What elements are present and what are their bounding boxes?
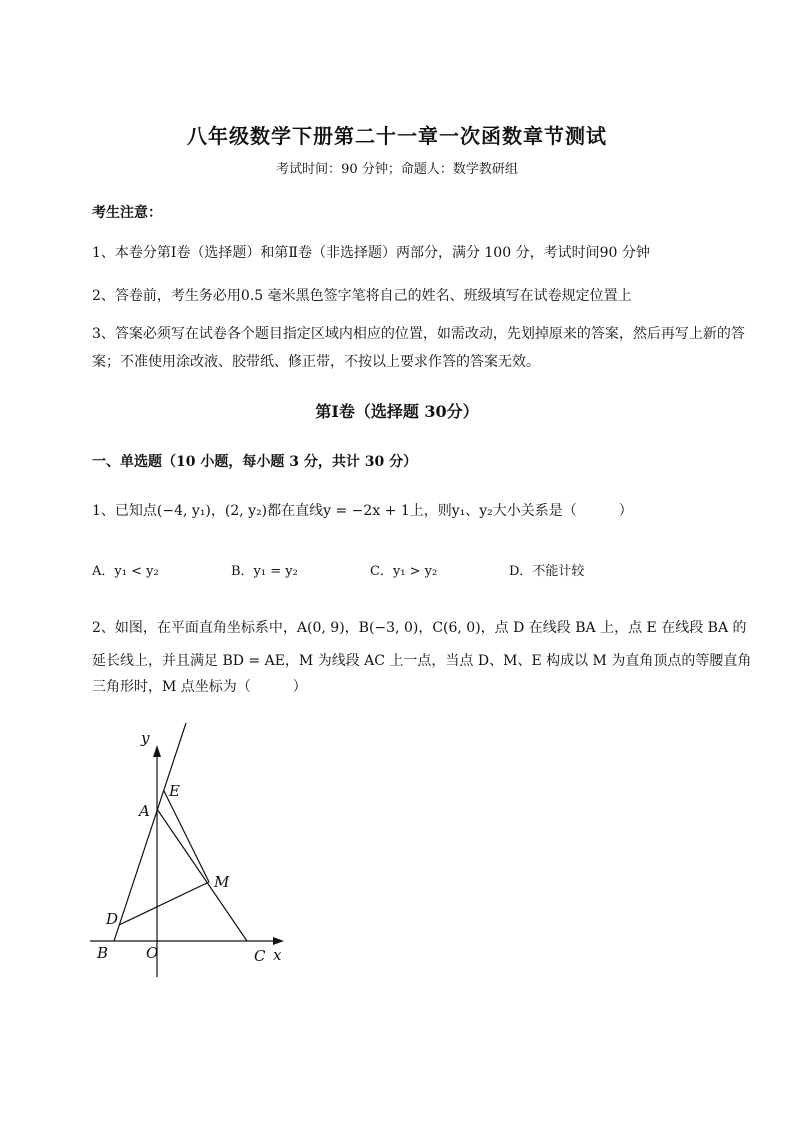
notice-item-1: 1、本卷分第Ⅰ卷（选择题）和第Ⅱ卷（非选择题）两部分，满分 100 分，考试时间90 分钟 xyxy=(92,245,650,261)
label-m: M xyxy=(214,873,230,891)
q1-option-c: C．y₁ > y₂ xyxy=(370,564,438,579)
label-x: x xyxy=(273,946,282,964)
label-y: y xyxy=(141,729,150,747)
segment-ac xyxy=(157,809,247,941)
label-a: A xyxy=(139,802,150,820)
label-e: E xyxy=(169,782,180,800)
part-heading: 一、单选题（10 小题，每小题 3 分，共计 30 分） xyxy=(92,454,418,470)
q1-option-d: D．不能计较 xyxy=(509,564,585,579)
q1-option-b: B．y₁ = y₂ xyxy=(231,564,298,579)
question-2-line-3: 三角形时，M 点坐标为（ ） xyxy=(92,679,307,695)
q1-option-a: A．y₁ < y₂ xyxy=(92,564,159,579)
notice-item-3: 3、答案必须写在试卷各个题目指定区域内相应的位置，如需改动，先划掉原来的答案，然后再写上新的答案；不准使用涂改液、胶带纸、修正带，不按以上要求作答的答案无效。 xyxy=(92,326,745,370)
exam-subtitle: 考试时间：90 分钟；命题人：数学教研组 xyxy=(276,162,518,177)
line-be xyxy=(114,723,186,941)
notice-heading: 考生注意： xyxy=(92,205,162,221)
label-o: O xyxy=(146,944,159,962)
x-axis-arrow xyxy=(273,937,284,945)
label-b: B xyxy=(97,944,109,962)
segment-em xyxy=(164,791,209,882)
question-2-line-2: 延长线上，并且满足 BD = AE，M 为线段 AC 上一点，当点 D、M、E 构成以 M 为直角顶点的等腰直角 xyxy=(92,653,752,669)
section-title: 第Ⅰ卷（选择题 30分） xyxy=(315,402,479,421)
page-title: 八年级数学下册第二十一章一次函数章节测试 xyxy=(187,124,607,148)
label-d: D xyxy=(106,910,119,928)
question-1: 1、已知点(−4, y₁)，(2, y₂)都在直线y = −2x + 1上，则y₁、y₂大小关系是（ ） xyxy=(92,503,633,519)
question-2-line-1: 2、如图，在平面直角坐标系中，A(0, 9)，B(−3, 0)，C(6, 0)，点 D 在线段 BA 上，点 E 在线段 BA 的 xyxy=(92,620,747,636)
y-axis-arrow xyxy=(153,745,161,757)
segment-dm xyxy=(119,882,209,925)
geometry-figure xyxy=(80,715,300,985)
notice-item-2: 2、答卷前，考生务必用0.5 毫米黑色签字笔将自己的姓名、班级填写在试卷规定位置上 xyxy=(92,288,632,304)
label-c: C xyxy=(254,947,266,965)
